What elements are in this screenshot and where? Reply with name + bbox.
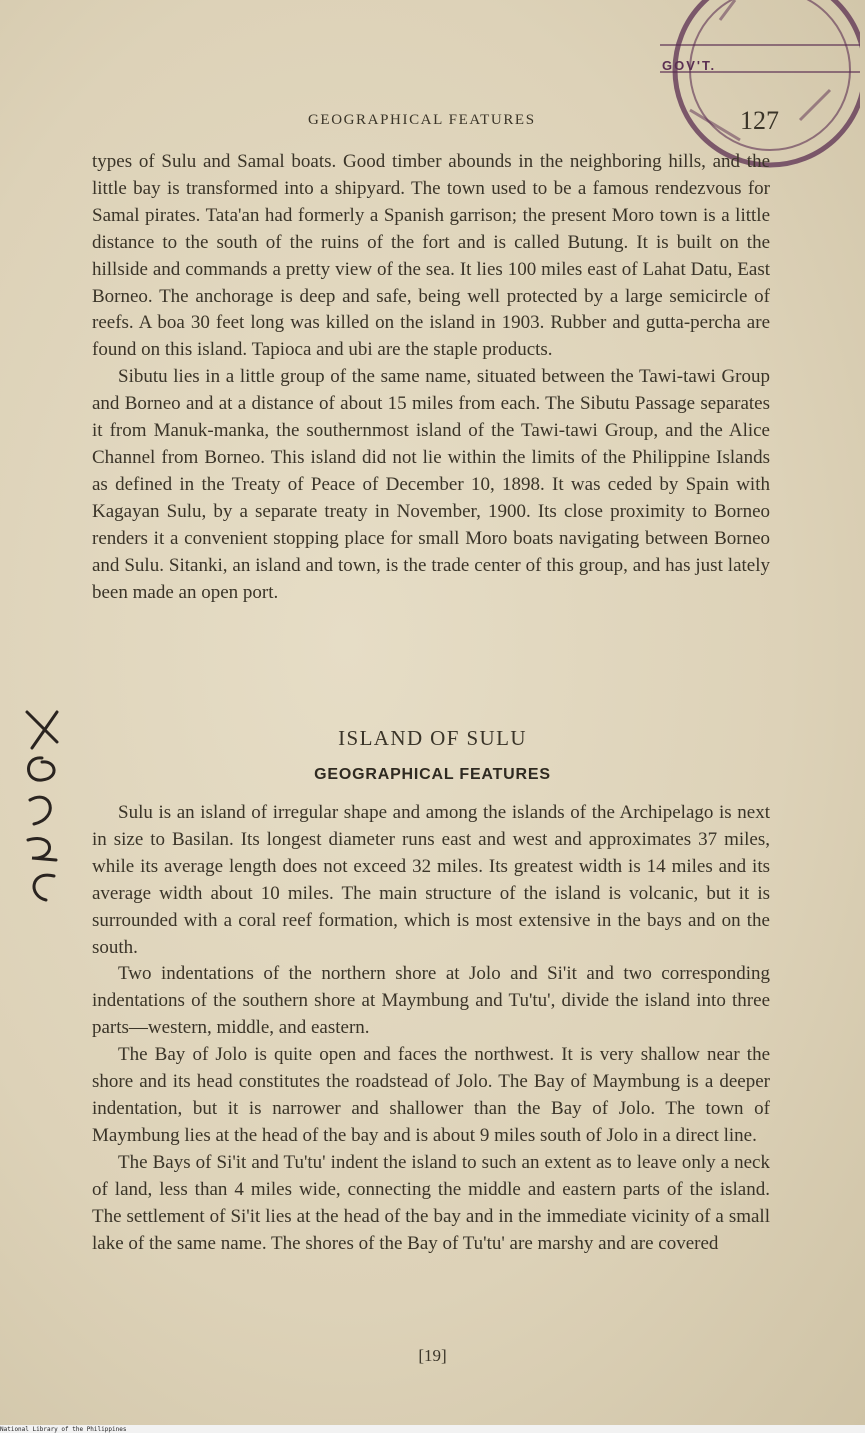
paragraph: Sibutu lies in a little group of the same name, situated between the Tawi-tawi Group and Borneo and at a distance of about 15 miles from each. The Sibutu Passage separates it from Manuk-manka, the southernmost island of the Tawi-tawi Group, and the Alice Channel from Borneo. This island did not lie within the limits of the Philippine Islands as defined in the Treaty of Peace of December 10, 1898. It was ceded by Spain with Kagayan Sulu, by a separate treaty in November, 1900. Its close proximity to Borneo renders it a convenient stopping place for small Moro boats navigating between Borneo and Sulu. Sitanki, an island and town, is the trade center of this group, and has just lately been made an open port. — [92, 366, 770, 603]
folio: [19] — [418, 1346, 447, 1365]
paragraph: types of Sulu and Samal boats. Good timber abounds in the neighboring hills, and the little bay is transformed into a shipyard. The town used to be a famous rendezvous for Samal pirates. Tata'an had formerly a Spanish garrison; the present Moro town is a little distance to the south of the ruins of the fort and is called Butung. It is built on the hillside and commands a pretty view of the sea. It lies 100 miles east of Lahat Datu, East Borneo. The anchorage is deep and safe, being well protected by a large semicircle of reefs. A boa 30 feet long was killed on the island in 1903. Rubber and gutta-percha are found on this island. Tapioca and ubi are the staple products. — [92, 151, 770, 361]
text-block-top — [92, 149, 770, 606]
section-title: ISLAND OF SULU — [338, 726, 527, 750]
running-title: GEOGRAPHICAL FEATURES — [308, 112, 536, 128]
section-subtitle: GEOGRAPHICAL FEATURES — [314, 766, 551, 783]
paragraph: Two indentations of the northern shore at Jolo and Si'it and two corresponding indentations of the southern shore at Maymbung and Tu'tu', divide the island into three parts—western, middle, and eastern. — [92, 963, 770, 1039]
page-number: 127 — [740, 106, 779, 135]
stamp-text: GOV'T. — [662, 58, 717, 73]
bottom-strip — [0, 1425, 865, 1433]
running-head — [0, 106, 865, 136]
paragraph: The Bays of Si'it and Tu'tu' indent the island to such an extent as to leave only a neck of land, less than 4 miles wide, connecting the middle and eastern parts of the island. The settlement of Si'it lies at the head of the bay and in the immediate vicinity of a small lake of the same name. The shores of the Bay of Tu'tu' are marshy and are covered — [92, 1151, 770, 1254]
paragraph: Sulu is an island of irregular shape and among the islands of the Archipelago is next in size to Basilan. Its longest diameter runs east and west and approximates 37 miles, while its average length does not exceed 32 miles. Its greatest width is 14 miles and its average width about 10 miles. The main structure of the island is volcanic, but it is surrounded with a coral reef formation, which is most extensive in the bays and on the south. — [92, 802, 770, 958]
library-credit: National Library of the Philippines — [0, 1426, 127, 1433]
handwritten-marginal-note — [12, 700, 72, 910]
paragraph: The Bay of Jolo is quite open and faces the northwest. It is very shallow near the shore and its head constitutes the roadstead of Jolo. The Bay of Maymbung is a deeper indentation, but it is narrower and shallower than the Bay of Jolo. The town of Maymbung lies at the head of the bay and is about 9 miles south of Jolo in a direct line. — [92, 1044, 770, 1146]
text-block-bottom — [92, 800, 770, 1257]
